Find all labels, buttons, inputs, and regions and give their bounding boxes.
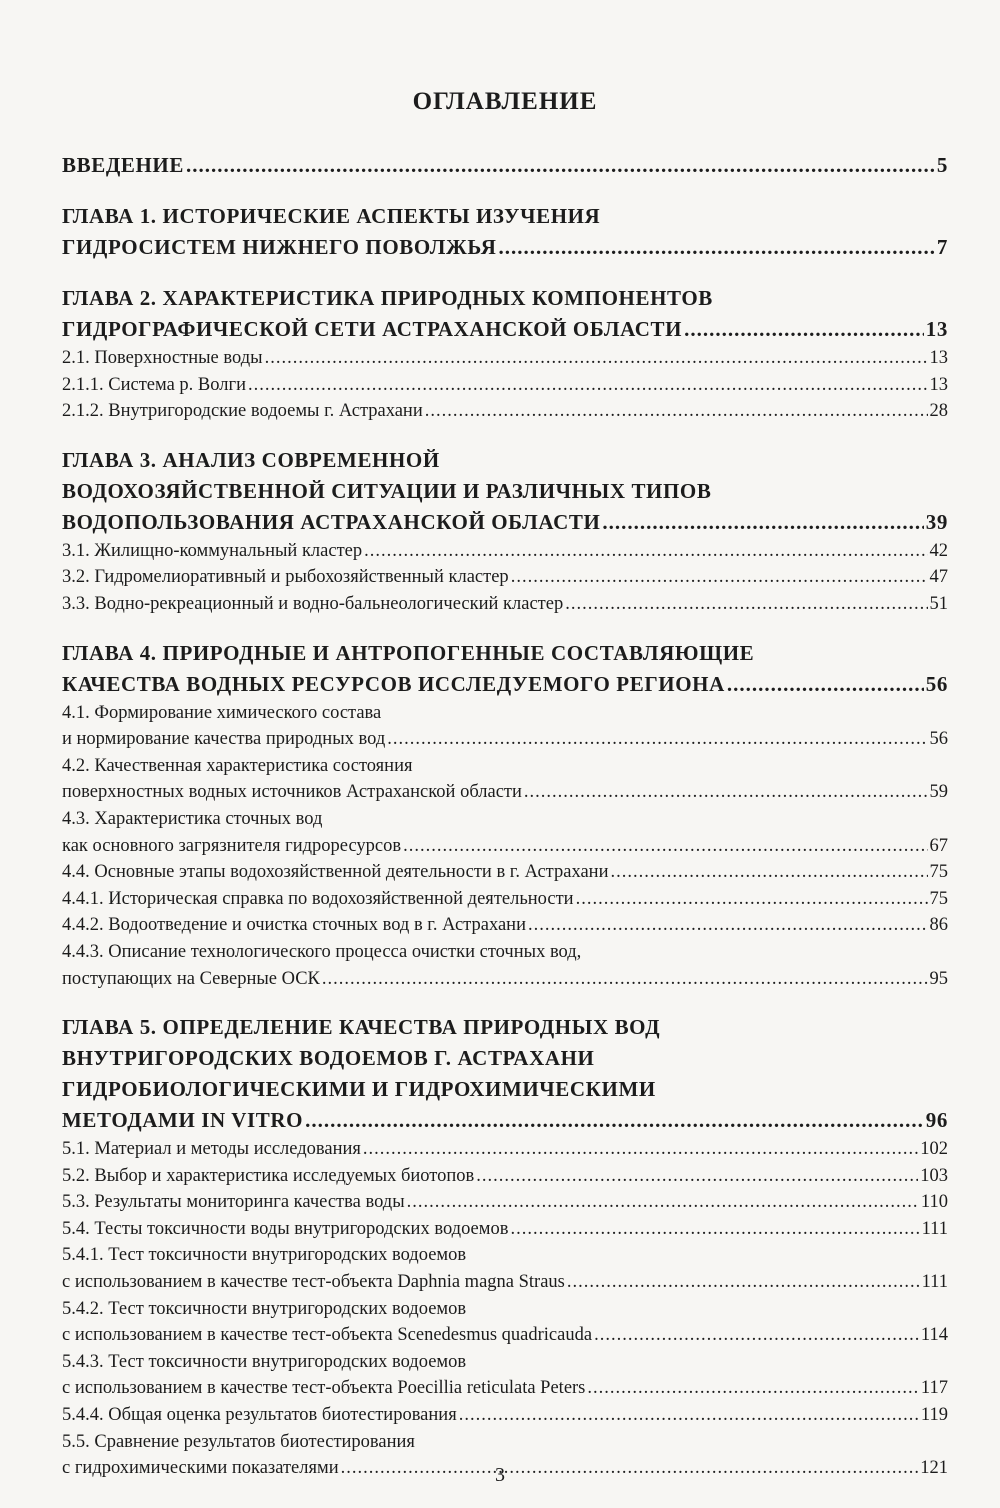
toc-entry-line [62,753,948,780]
dot-leader [594,1322,919,1349]
toc-entry-line [62,345,948,372]
toc-page-number: 102 [920,1139,948,1160]
toc-entry-text: с использованием в качестве тест-объекта Daphnia magna Straus [62,1272,565,1293]
toc-entry-line [62,669,948,700]
dot-leader [248,372,928,399]
dot-leader [425,398,928,425]
dot-leader [565,591,927,618]
toc-entry-text: ГЛАВА 3. АНАЛИЗ СОВРЕМЕННОЙ [62,447,440,472]
toc-entry-text: 3.2. Гидромелиоративный и рыбохозяйственный кластер [62,567,509,588]
toc-entry-text: и нормирование качества природных вод [62,729,386,750]
toc-entry-text: 5.1. Материал и методы исследования [62,1139,361,1160]
toc-section-entry[interactable] [62,345,948,372]
toc-entry-line [62,1136,948,1163]
toc-section-entry[interactable] [62,939,948,992]
toc-entry-text: 2.1.2. Внутригородские водоемы г. Астрахани [62,401,423,422]
toc-entry-line [62,232,948,263]
toc-section-entry[interactable] [62,859,948,886]
dot-leader [511,564,928,591]
toc-page-number: 56 [929,729,948,750]
toc-entry-text: 5.4.1. Тест токсичности внутригородских водоемов [62,1245,467,1266]
toc-entry-line [62,1296,948,1323]
toc-entry-line [62,591,948,618]
toc-chapter-entry[interactable] [62,201,948,263]
dot-leader [407,1189,919,1216]
dot-leader [459,1402,919,1429]
toc-page-number: 59 [929,782,948,803]
toc-chapter-entry[interactable] [62,445,948,538]
toc-page-number: 103 [920,1165,948,1186]
toc-page-number: 13 [929,374,948,395]
toc-entry-text: 5.2. Выбор и характеристика исследуемых биотопов [62,1165,475,1186]
toc-entry-text: ГИДРОГРАФИЧЕСКОЙ СЕТИ АСТРАХАНСКОЙ ОБЛАСТИ [62,317,683,341]
toc-entry-text: ГЛАВА 1. ИСТОРИЧЕСКИЕ АСПЕКТЫ ИЗУЧЕНИЯ [62,204,601,228]
toc-section-entry[interactable] [62,1242,948,1295]
toc-entry-text: 4.1. Формирование химического состава [62,702,382,723]
toc-page-number: 96 [925,1108,948,1133]
toc-entry-text: 3.3. Водно-рекреационный и водно-бальнеологический кластер [62,593,564,614]
toc-section-entry[interactable] [62,398,948,425]
toc-entry-line [62,1012,948,1043]
toc-entry-line [62,1429,948,1456]
page-number: 3 [495,1464,505,1486]
toc-section-entry[interactable] [62,753,948,806]
toc-entry-line [62,1349,948,1376]
toc-entry-line [62,912,948,939]
toc-entry-text: ВОДОХОЗЯЙСТВЕННОЙ СИТУАЦИИ И РАЗЛИЧНЫХ ТИПОВ [62,478,712,503]
dot-leader [387,726,927,753]
toc-entry-text: 3.1. Жилищно-коммунальный кластер [62,540,363,561]
toc-entry-text: 5.4.3. Тест токсичности внутригородских водоемов [62,1351,467,1372]
toc-entry-text: поверхностных водных источников Астраханской области [62,782,522,803]
toc-section-entry[interactable] [62,1163,948,1190]
toc-entry-line [62,1163,948,1190]
toc-page-number: 56 [925,671,948,696]
toc-entry-text: 2.1. Поверхностные воды [62,348,263,368]
toc-entry-text: 5.4.4. Общая оценка результатов биотестирования [62,1405,457,1426]
toc-page-number: 111 [921,1272,948,1293]
toc-entry-text: МЕТОДАМИ IN VITRO [62,1108,304,1133]
toc-entry-text: КАЧЕСТВА ВОДНЫХ РЕСУРСОВ ИССЛЕДУЕМОГО РЕГИОНА [62,671,725,696]
toc-chapter-entry[interactable] [62,150,948,181]
toc-entry-line [62,806,948,833]
toc-entry-line [62,1105,948,1136]
toc-page-number: 75 [929,888,948,909]
toc-entry-line [62,779,948,806]
toc-page-number: 110 [920,1192,948,1213]
toc-entry-line [62,445,948,476]
toc-page-number: 67 [929,835,948,856]
toc-chapter-entry[interactable] [62,638,948,700]
toc-entry-text: 4.4.1. Историческая справка по водохозяйственной деятельности [62,888,574,909]
dot-leader [403,833,927,860]
toc-section-entry[interactable] [62,912,948,939]
toc-entry-text: как основного загрязнителя гидроресурсов [62,835,402,856]
toc-page-number: 13 [925,317,948,341]
toc-entry-text: 5.5. Сравнение результатов биотестирования [62,1431,415,1452]
toc-entry-line [62,398,948,425]
dot-leader [305,1105,924,1136]
toc-entry-line [62,859,948,886]
toc-page-number: 111 [921,1218,948,1239]
dot-leader [510,1216,919,1243]
toc-entry-text: 4.3. Характеристика сточных вод [62,808,323,829]
toc-section-entry[interactable] [62,538,948,565]
dot-leader [684,314,924,345]
dot-leader [610,859,927,886]
toc-section-entry[interactable] [62,1402,948,1429]
toc-page-number: 51 [929,593,948,614]
dot-leader [524,779,928,806]
toc-entry-line [62,886,948,913]
dot-leader [528,912,928,939]
toc-page-number: 39 [925,509,948,534]
dot-leader [186,150,935,181]
dot-leader [576,886,928,913]
toc-entry-line [62,314,948,345]
toc-entry-line [62,1375,948,1402]
toc-entry-line [62,283,948,314]
toc-page-number: 5 [936,153,948,177]
toc-entry-text: ГИДРОСИСТЕМ НИЖНЕГО ПОВОЛЖЬЯ [62,235,497,259]
toc-entry-text: ВОДОПОЛЬЗОВАНИЯ АСТРАХАНСКОЙ ОБЛАСТИ [62,509,601,534]
toc-entry-line [62,966,948,993]
dot-leader [602,507,923,538]
toc-entry-text: ВВЕДЕНИЕ [62,153,184,177]
toc-entry-text: ГЛАВА 2. ХАРАКТЕРИСТИКА ПРИРОДНЫХ КОМПОНЕНТОВ [62,286,713,310]
toc-entry-line [62,939,948,966]
toc-entry-text: 5.3. Результаты мониторинга качества воды [62,1192,405,1213]
dot-leader [265,345,928,372]
toc-entry-line [62,1242,948,1269]
toc-entry-text: ГИДРОБИОЛОГИЧЕСКИМИ И ГИДРОХИМИЧЕСКИМИ [62,1077,656,1102]
toc-entry-line [62,1322,948,1349]
toc-entry-line [62,638,948,669]
toc-entry-line [62,1189,948,1216]
page-title: ОГЛАВЛЕНИЕ [412,88,598,115]
toc-entry-line [62,1402,948,1429]
table-of-contents [62,150,948,1482]
toc-page-number: 7 [936,235,948,259]
toc-section-entry[interactable] [62,700,948,753]
toc-entry-line [62,1216,948,1243]
toc-entry-text: 4.2. Качественная характеристика состояния [62,755,413,776]
dot-leader [322,966,928,993]
toc-page-number: 114 [920,1325,948,1346]
toc-page-number: 28 [929,401,948,422]
toc-entry-line [62,1269,948,1296]
toc-entry-text: 4.4. Основные этапы водохозяйственной деятельности в г. Астрахани [62,862,609,883]
toc-section-entry[interactable] [62,1349,948,1402]
toc-section-entry[interactable] [62,886,948,913]
toc-section-entry[interactable] [62,1216,948,1243]
dot-leader [364,538,927,565]
toc-chapter-entry[interactable] [62,1012,948,1136]
toc-entry-line [62,201,948,232]
toc-page-number: 42 [929,540,948,561]
toc-page-number: 13 [929,348,948,368]
toc-entry-text: 5.4. Тесты токсичности воды внутригородских водоемов [62,1218,509,1239]
toc-entry-text: ВНУТРИГОРОДСКИХ ВОДОЕМОВ Г. АСТРАХАНИ [62,1046,595,1071]
toc-entry-line [62,1074,948,1105]
toc-section-entry[interactable] [62,1189,948,1216]
toc-entry-text: поступающих на Северные ОСК [62,968,320,989]
toc-page-number: 121 [920,1458,948,1479]
toc-section-entry[interactable] [62,1136,948,1163]
toc-entry-line [62,507,948,538]
toc-section-entry[interactable] [62,1296,948,1349]
toc-entry-line [62,538,948,565]
toc-section-entry[interactable] [62,806,948,859]
toc-entry-text: ГЛАВА 5. ОПРЕДЕЛЕНИЕ КАЧЕСТВА ПРИРОДНЫХ ВОД [62,1015,661,1040]
toc-page-number: 117 [920,1378,948,1399]
toc-entry-line [62,833,948,860]
dot-leader [727,669,924,700]
toc-entry-text: с гидрохимическими показателями [62,1458,339,1479]
toc-entry-line [62,726,948,753]
toc-entry-line [62,564,948,591]
dot-leader [363,1136,918,1163]
toc-page-number: 47 [929,567,948,588]
toc-page-number: 95 [929,968,948,989]
toc-entry-text: ГЛАВА 4. ПРИРОДНЫЕ И АНТРОПОГЕННЫЕ СОСТАВЛЯЮЩИЕ [62,640,755,665]
toc-section-entry[interactable] [62,591,948,618]
toc-entry-text: 2.1.1. Система р. Волги [62,374,246,395]
toc-entry-text: с использованием в качестве тест-объекта Poecillia reticulata Peters [62,1378,586,1399]
toc-page-number: 86 [929,915,948,936]
toc-entry-line [62,150,948,181]
toc-entry-line [62,1043,948,1074]
dot-leader [499,232,935,263]
toc-entry-line [62,700,948,727]
toc-entry-text: 4.4.2. Водоотведение и очистка сточных вод в г. Астрахани [62,915,526,936]
dot-leader [476,1163,918,1190]
toc-section-entry[interactable] [62,564,948,591]
toc-page-number: 75 [929,862,948,883]
toc-chapter-entry[interactable] [62,283,948,345]
toc-entry-line [62,476,948,507]
toc-page-number: 119 [920,1405,948,1426]
dot-leader [567,1269,920,1296]
toc-section-entry[interactable] [62,372,948,399]
toc-entry-text: 5.4.2. Тест токсичности внутригородских водоемов [62,1298,467,1319]
toc-entry-text: с использованием в качестве тест-объекта Scenedesmus quadricauda [62,1325,593,1346]
dot-leader [587,1375,919,1402]
toc-entry-text: 4.4.3. Описание технологического процесса очистки сточных вод, [62,941,582,962]
toc-entry-line [62,372,948,399]
